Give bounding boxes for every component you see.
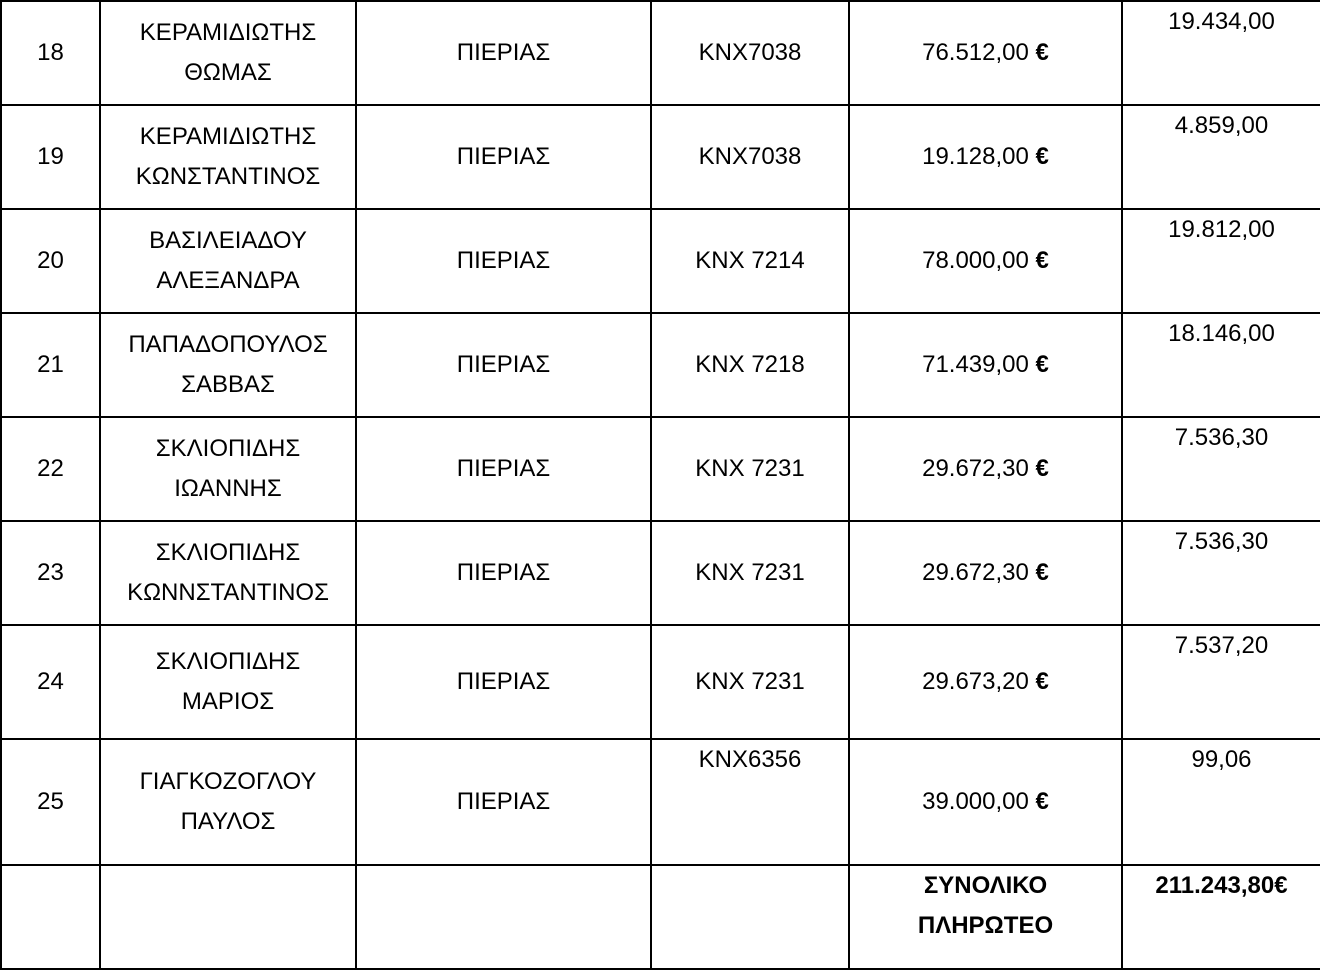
first-name: ΑΛΕΞΑΝΔΡΑ xyxy=(156,267,300,294)
row-number: 24 xyxy=(1,625,100,739)
row-number: 18 xyxy=(1,1,100,105)
euro-symbol: € xyxy=(1035,455,1049,482)
table-body xyxy=(1,1,1320,969)
euro-symbol: € xyxy=(1035,668,1049,695)
table-row xyxy=(1,625,1320,739)
region: ΠΙΕΡΙΑΣ xyxy=(356,1,651,105)
region: ΠΙΕΡΙΑΣ xyxy=(356,739,651,865)
code: KNX 7231 xyxy=(651,417,849,521)
surname: ΚΕΡΑΜΙΔΙΩΤΗΣ xyxy=(139,19,317,46)
euro-symbol: € xyxy=(1035,39,1049,66)
total-row xyxy=(1,865,1320,969)
table-row xyxy=(1,1,1320,105)
payable-amount: 99,06 xyxy=(1122,739,1320,865)
beneficiary-name xyxy=(100,313,356,417)
payable-amount: 18.146,00 xyxy=(1122,313,1320,417)
beneficiary-name xyxy=(100,209,356,313)
surname: ΚΕΡΑΜΙΔΙΩΤΗΣ xyxy=(139,123,317,150)
code: KNX 7231 xyxy=(651,625,849,739)
total-value: 211.243,80€ xyxy=(1122,865,1320,969)
region: ΠΙΕΡΙΑΣ xyxy=(356,625,651,739)
payable-amount: 4.859,00 xyxy=(1122,105,1320,209)
region: ΠΙΕΡΙΑΣ xyxy=(356,105,651,209)
first-name: ΠΑΥΛΟΣ xyxy=(180,808,276,835)
payable-amount: 7.536,30 xyxy=(1122,417,1320,521)
payable-amount: 7.536,30 xyxy=(1122,521,1320,625)
table-row xyxy=(1,739,1320,865)
region: ΠΙΕΡΙΑΣ xyxy=(356,521,651,625)
empty-cell xyxy=(651,865,849,969)
code: KNX 7231 xyxy=(651,521,849,625)
total-label-line1: ΣΥΝΟΛΙΚΟ xyxy=(923,872,1048,899)
beneficiary-name xyxy=(100,417,356,521)
first-name: ΘΩΜΑΣ xyxy=(184,59,272,86)
code: KNX7038 xyxy=(651,105,849,209)
table-row xyxy=(1,105,1320,209)
euro-symbol: € xyxy=(1035,788,1049,815)
surname: ΣΚΛΙΟΠΙΔΗΣ xyxy=(155,435,301,462)
row-number: 20 xyxy=(1,209,100,313)
row-number: 19 xyxy=(1,105,100,209)
row-number: 22 xyxy=(1,417,100,521)
region: ΠΙΕΡΙΑΣ xyxy=(356,209,651,313)
row-number: 23 xyxy=(1,521,100,625)
table-row xyxy=(1,521,1320,625)
amount: 29.672,30 € xyxy=(849,521,1122,625)
surname: ΣΚΛΙΟΠΙΔΗΣ xyxy=(155,648,301,675)
amount: 78.000,00 € xyxy=(849,209,1122,313)
first-name: ΚΩΝΣΤΑΝΤΙΝΟΣ xyxy=(135,163,321,190)
first-name: ΙΩΑΝΝΗΣ xyxy=(174,475,282,502)
payable-amount: 19.812,00 xyxy=(1122,209,1320,313)
amount: 29.673,20 € xyxy=(849,625,1122,739)
table-row xyxy=(1,209,1320,313)
row-number: 25 xyxy=(1,739,100,865)
first-name: ΣΑΒΒΑΣ xyxy=(181,371,275,398)
code: KNX7038 xyxy=(651,1,849,105)
surname: ΒΑΣΙΛΕΙΑΔΟΥ xyxy=(149,227,307,254)
euro-symbol: € xyxy=(1035,351,1049,378)
beneficiary-name xyxy=(100,739,356,865)
total-label xyxy=(849,865,1122,969)
empty-cell xyxy=(1,865,100,969)
amount: 71.439,00 € xyxy=(849,313,1122,417)
table-row xyxy=(1,417,1320,521)
surname: ΠΑΠΑΔΟΠΟΥΛΟΣ xyxy=(128,331,328,358)
beneficiary-name xyxy=(100,105,356,209)
total-label-line2: ΠΛΗΡΩΤΕΟ xyxy=(917,912,1054,939)
code: KNX 7214 xyxy=(651,209,849,313)
surname: ΓΙΑΓΚΟΖΟΓΛΟΥ xyxy=(139,768,317,795)
amount: 76.512,00 € xyxy=(849,1,1122,105)
amount: 39.000,00 € xyxy=(849,739,1122,865)
region: ΠΙΕΡΙΑΣ xyxy=(356,313,651,417)
empty-cell xyxy=(100,865,356,969)
amount: 19.128,00 € xyxy=(849,105,1122,209)
row-number: 21 xyxy=(1,313,100,417)
euro-symbol: € xyxy=(1035,247,1049,274)
first-name: ΚΩΝΝΣΤΑΝΤΙΝΟΣ xyxy=(127,579,329,606)
code: KNX6356 xyxy=(651,739,849,865)
amount: 29.672,30 € xyxy=(849,417,1122,521)
payable-amount: 19.434,00 xyxy=(1122,1,1320,105)
beneficiary-name xyxy=(100,1,356,105)
beneficiary-name xyxy=(100,521,356,625)
first-name: ΜΑΡΙΟΣ xyxy=(181,688,275,715)
table-row xyxy=(1,313,1320,417)
payable-amount: 7.537,20 xyxy=(1122,625,1320,739)
beneficiary-name xyxy=(100,625,356,739)
euro-symbol: € xyxy=(1035,559,1049,586)
region: ΠΙΕΡΙΑΣ xyxy=(356,417,651,521)
euro-symbol: € xyxy=(1035,143,1049,170)
empty-cell xyxy=(356,865,651,969)
code: KNX 7218 xyxy=(651,313,849,417)
surname: ΣΚΛΙΟΠΙΔΗΣ xyxy=(155,539,301,566)
